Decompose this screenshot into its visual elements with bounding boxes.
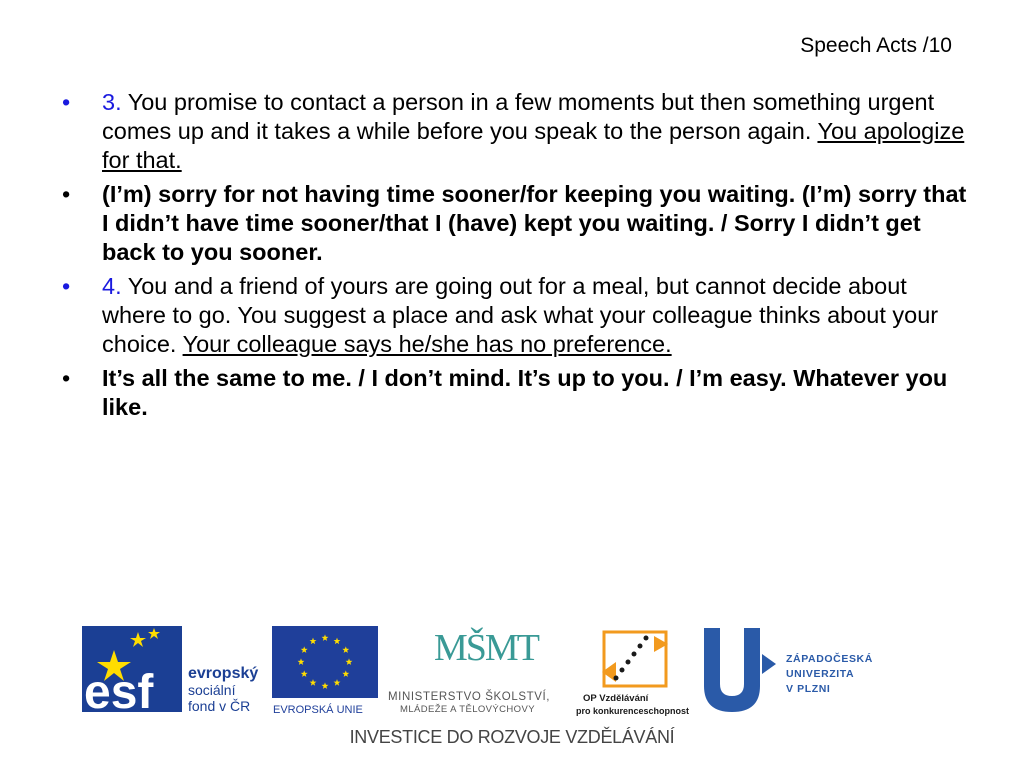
op-line-1: OP Vzdělávání [583, 693, 649, 704]
sponsor-logos-strip [82, 622, 892, 722]
esf-mark: esf [84, 666, 154, 714]
bullet-list [62, 88, 967, 427]
bullet-dot: • [62, 89, 71, 115]
msmt-line-2: MLÁDEŽE A TĚLOVÝCHOVY [400, 704, 535, 715]
bullet-answer-4 [62, 364, 967, 422]
bullet-underlined-text: Your colleague says he/she has no preference. [182, 331, 672, 357]
bullet-number: 3. [102, 89, 122, 115]
esf-line-3: fond v ČR [188, 698, 251, 714]
zcu-line-2: UNIVERZITA [786, 668, 855, 680]
op-line-2: pro konkurenceschopnost [576, 706, 690, 716]
zcu-line-1: ZÁPADOČESKÁ [786, 653, 873, 665]
msmt-mark: MŠMT [434, 627, 538, 669]
eu-flag-logo [272, 626, 382, 716]
esf-logo [82, 622, 262, 714]
esf-line-2: sociální [188, 682, 236, 698]
bullet-dot: • [62, 365, 71, 391]
zcu-logo [700, 624, 892, 716]
footer-investment-text [0, 727, 1024, 748]
bullet-answer-3 [62, 180, 967, 267]
msmt-logo [386, 622, 576, 718]
bullet-bold-answer: (I’m) sorry for not having time sooner/for keeping you waiting. (I’m) sorry that I didn’t have time sooner/that I (have) kept you waiting. / Sorry I didn’t get back to you sooner. [102, 181, 967, 265]
esf-line-1: evropský [188, 665, 259, 682]
bullet-item-3 [62, 88, 967, 175]
slide-header-title: Speech Acts /10 [800, 34, 952, 57]
bullet-text: You promise to contact a person in a few moments but then something urgent comes up and it takes a while before you speak to the person again. [102, 89, 935, 144]
eu-label: EVROPSKÁ UNIE [273, 704, 363, 716]
bullet-item-4 [62, 272, 967, 359]
bullet-text: You and a friend of yours are going out for a meal, but cannot decide about where to go. You suggest a place and ask what your colleague thinks about your choice. [102, 273, 939, 357]
bullet-underlined-text: You apologize for that. [102, 118, 965, 173]
bullet-dot: • [62, 181, 71, 207]
msmt-line-1: MINISTERSTVO ŠKOLSTVÍ, [388, 691, 551, 703]
bullet-bold-answer: It’s all the same to me. / I don’t mind. It’s up to you. / I’m easy. Whatever you like. [102, 365, 948, 420]
op-logo [576, 626, 696, 718]
bullet-number: 4. [102, 273, 122, 299]
footer-text-label: INVESTICE DO ROZVOJE VZDĚLÁVÁNÍ [349, 727, 675, 747]
zcu-line-3: V PLZNI [786, 683, 831, 695]
bullet-dot: • [62, 273, 71, 299]
